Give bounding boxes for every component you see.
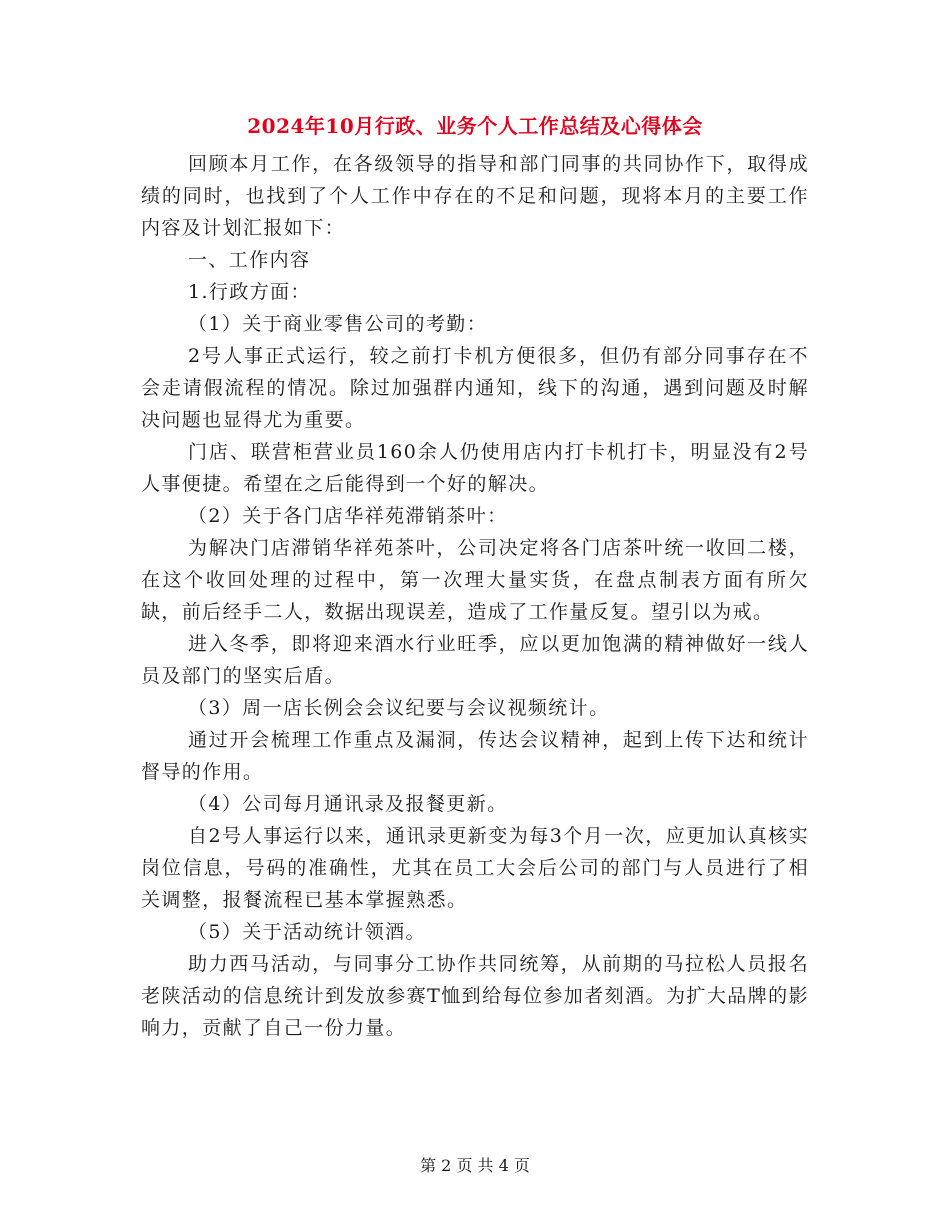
document-body [141,148,809,1044]
paragraph-attendance-1: 2号人事正式运行，较之前打卡机方便很多，但仍有部分同事存在不会走请假流程的情况。除过加强群内通知，线下的沟通，遇到问题及时解决问题也显得尤为重要。 [141,345,809,431]
item-heading-tea: （2）关于各门店华祥苑滞销茶叶： [188,505,508,527]
paragraph-intro: 回顾本月工作，在各级领导的指导和部门同事的共同协作下，取得成绩的同时，也找到了个人工作中存在的不足和问题，现将本月的主要工作内容及计划汇报如下： [141,153,809,239]
paragraph-attendance-2: 门店、联营柜营业员160余人仍使用店内打卡机打卡，明显没有2号人事便捷。希望在之后能得到一个好的解决。 [141,441,809,495]
paragraph-tea-1: 为解决门店滞销华祥苑茶叶，公司决定将各门店茶叶统一收回二楼，在这个收回处理的过程中，第一次理大量实货，在盘点制表方面有所欠缺，前后经手二人，数据出现误差，造成了工作量反复。望引以为戒。 [141,537,809,623]
paragraph-meeting: 通过开会梳理工作重点及漏洞，传达会议精神，起到上传下达和统计督导的作用。 [141,729,809,783]
section-heading-work-content: 一、工作内容 [188,249,311,271]
document-title: 2024年10月行政、业务个人工作总结及心得体会 [247,114,703,138]
item-heading-meeting: （3）周一店长例会会议纪要与会议视频统计。 [188,697,610,719]
item-heading-directory: （4）公司每月通讯录及报餐更新。 [188,793,508,815]
subsection-heading-admin: 1.行政方面： [188,281,311,303]
paragraph-tea-2: 进入冬季，即将迎来酒水行业旺季，应以更加饱满的精神做好一线人员及部门的坚实后盾。 [141,633,809,687]
paragraph-directory: 自2号人事运行以来，通讯录更新变为每3个月一次，应更加认真核实岗位信息，号码的准确性，尤其在员工大会后公司的部门与人员进行了相关调整，报餐流程已基本掌握熟悉。 [141,825,809,911]
item-heading-event: （5）关于活动统计领酒。 [188,921,426,943]
item-heading-attendance: （1）关于商业零售公司的考勤： [188,313,488,335]
page-number-footer: 第 2 页 共 4 页 [420,1156,530,1175]
paragraph-event: 助力西马活动，与同事分工协作共同统筹，从前期的马拉松人员报名老陕活动的信息统计到发放参赛T恤到给每位参加者刻酒。为扩大品牌的影响力，贡献了自己一份力量。 [141,953,809,1039]
